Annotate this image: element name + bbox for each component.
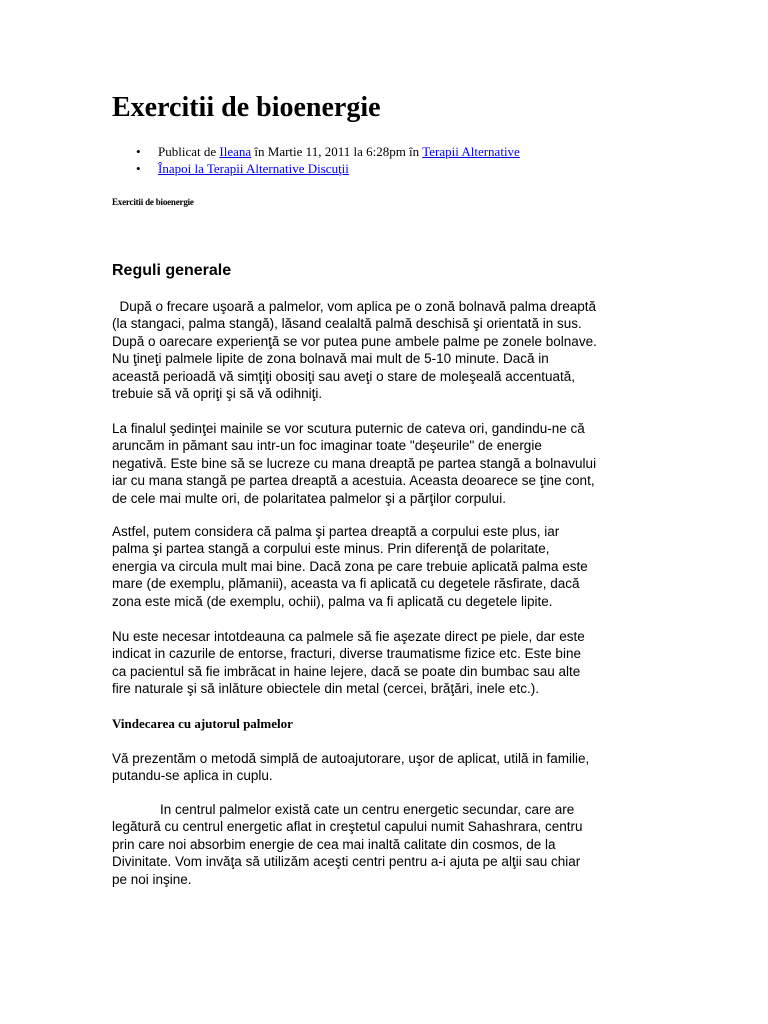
paragraph-line: palma şi partea stangă a corpului este minus. Prin diferenţă de polaritate, bbox=[112, 541, 550, 557]
paragraph-line: In centrul palmelor există cate un centru energetic secundar, care are bbox=[160, 802, 575, 817]
paragraph-line: pe noi inşine. bbox=[112, 871, 192, 887]
section-heading: Reguli generale bbox=[112, 262, 232, 279]
published-middle: în Martie 11, 2011 la 6:28pm în bbox=[251, 144, 423, 159]
paragraph-line: Vă prezentăm o metodă simplă de autoajutorare, uşor de aplicat, utilă in familie, bbox=[112, 751, 590, 766]
paragraph-line: trebuie să vă opriţi şi să vă odihniţi. bbox=[112, 386, 323, 402]
paragraph-line: Nu este necesar intotdeauna ca palmele să fie aşezate direct pe piele, dar este bbox=[112, 629, 585, 644]
paragraph-line: indicat in cazurile de entorse, fracturi, diverse traumatisme fizice etc. Este bine bbox=[112, 646, 581, 662]
paragraph-line: aruncăm in pămant sau intr-un foc imaginar toate "deşeurile" de energie bbox=[112, 438, 542, 454]
paragraph-line: energia va circula mult mai bine. Dacă zona pe care trebuie aplicată palma este bbox=[112, 558, 588, 574]
paragraph-line: După o oarecare experienţă se vor putea pune ambele palme pe zonele bolnave. bbox=[112, 333, 597, 349]
paragraph-3 bbox=[112, 523, 588, 610]
post-meta-published bbox=[112, 143, 520, 160]
paragraph-line: La finalul şedinţei mainile se vor scutura puternic de cateva ori, gandindu-ne că bbox=[112, 421, 585, 436]
paragraph-line: fire naturale şi să inlăture obiectele din metal (cercei, brăţări, inele etc.). bbox=[112, 681, 539, 697]
paragraph-line: Divinitate. Vom invăţa să utilizăm aceşti centri pentru a-i ajuta pe alţii sau chiar bbox=[112, 854, 581, 870]
paragraph-1 bbox=[112, 298, 597, 402]
page-title: Exercitii de bioenergie bbox=[112, 92, 381, 123]
bullet-icon: • bbox=[136, 144, 141, 159]
paragraph-line: zona este mică (de exemplu, ochii), palma va fi aplicată cu degetele lipite. bbox=[112, 593, 553, 609]
paragraph-line: Nu ţineţi palmele lipite de zona bolnavă mai mult de 5-10 minute. Dacă in bbox=[112, 351, 549, 367]
paragraph-line: După o frecare uşoară a palmelor, vom aplica pe o zonă bolnavă palma dreaptă bbox=[112, 299, 597, 314]
paragraph-5 bbox=[112, 750, 589, 785]
sub-heading: Vindecarea cu ajutorul palmelor bbox=[112, 716, 293, 731]
paragraph-line: Astfel, putem considera că palma şi partea dreaptă a corpului este plus, iar bbox=[112, 524, 560, 539]
paragraph-line: legătură cu centrul energetic aflat in creştetul capului numit Sahashrara, centru bbox=[112, 819, 583, 835]
author-link[interactable]: Ileana bbox=[219, 144, 252, 159]
category-link[interactable]: Terapii Alternative bbox=[422, 144, 520, 159]
paragraph-line: (la stangaci, palma stangă), lăsand cealaltă palmă deschisă şi orientată in sus. bbox=[112, 316, 582, 332]
paragraph-4 bbox=[112, 628, 585, 698]
bullet-icon: • bbox=[136, 161, 141, 176]
paragraph-line: mare (de exemplu, plămanii), aceasta va fi aplicată cu degetele răsfirate, dacă bbox=[112, 576, 580, 592]
post-meta-list bbox=[112, 143, 520, 177]
post-meta-back bbox=[112, 160, 520, 177]
paragraph-6 bbox=[112, 801, 583, 888]
published-prefix: Publicat de bbox=[158, 144, 220, 159]
paragraph-line: putandu-se aplica in cuplu. bbox=[112, 768, 273, 784]
back-to-discussions-link[interactable]: Înapoi la Terapii Alternative Discuţii bbox=[158, 161, 349, 176]
paragraph-line: iar cu mana stangă pe partea dreaptă a acestuia. Aceasta deoarece se ţine cont, bbox=[112, 473, 595, 489]
paragraph-line: ca pacientul să fie imbrăcat in haine lejere, dacă se poate din bumbac sau alte bbox=[112, 663, 581, 679]
paragraph-line: de cele mai multe ori, de polaritatea palmelor şi a părţilor corpului. bbox=[112, 490, 506, 506]
paragraph-line: prin care noi absorbim energie de cea mai inaltă calitate din cosmos, de la bbox=[112, 836, 556, 852]
small-heading: Exercitii de bioenergie bbox=[112, 197, 194, 207]
paragraph-2 bbox=[112, 420, 596, 507]
paragraph-line: această perioadă vă simţiţi obosiţi sau aveţi o stare de moleşeală accentuată, bbox=[112, 368, 576, 384]
paragraph-line: negativă. Este bine să se lucreze cu mana dreaptă pe partea stangă a bolnavului bbox=[112, 455, 597, 471]
